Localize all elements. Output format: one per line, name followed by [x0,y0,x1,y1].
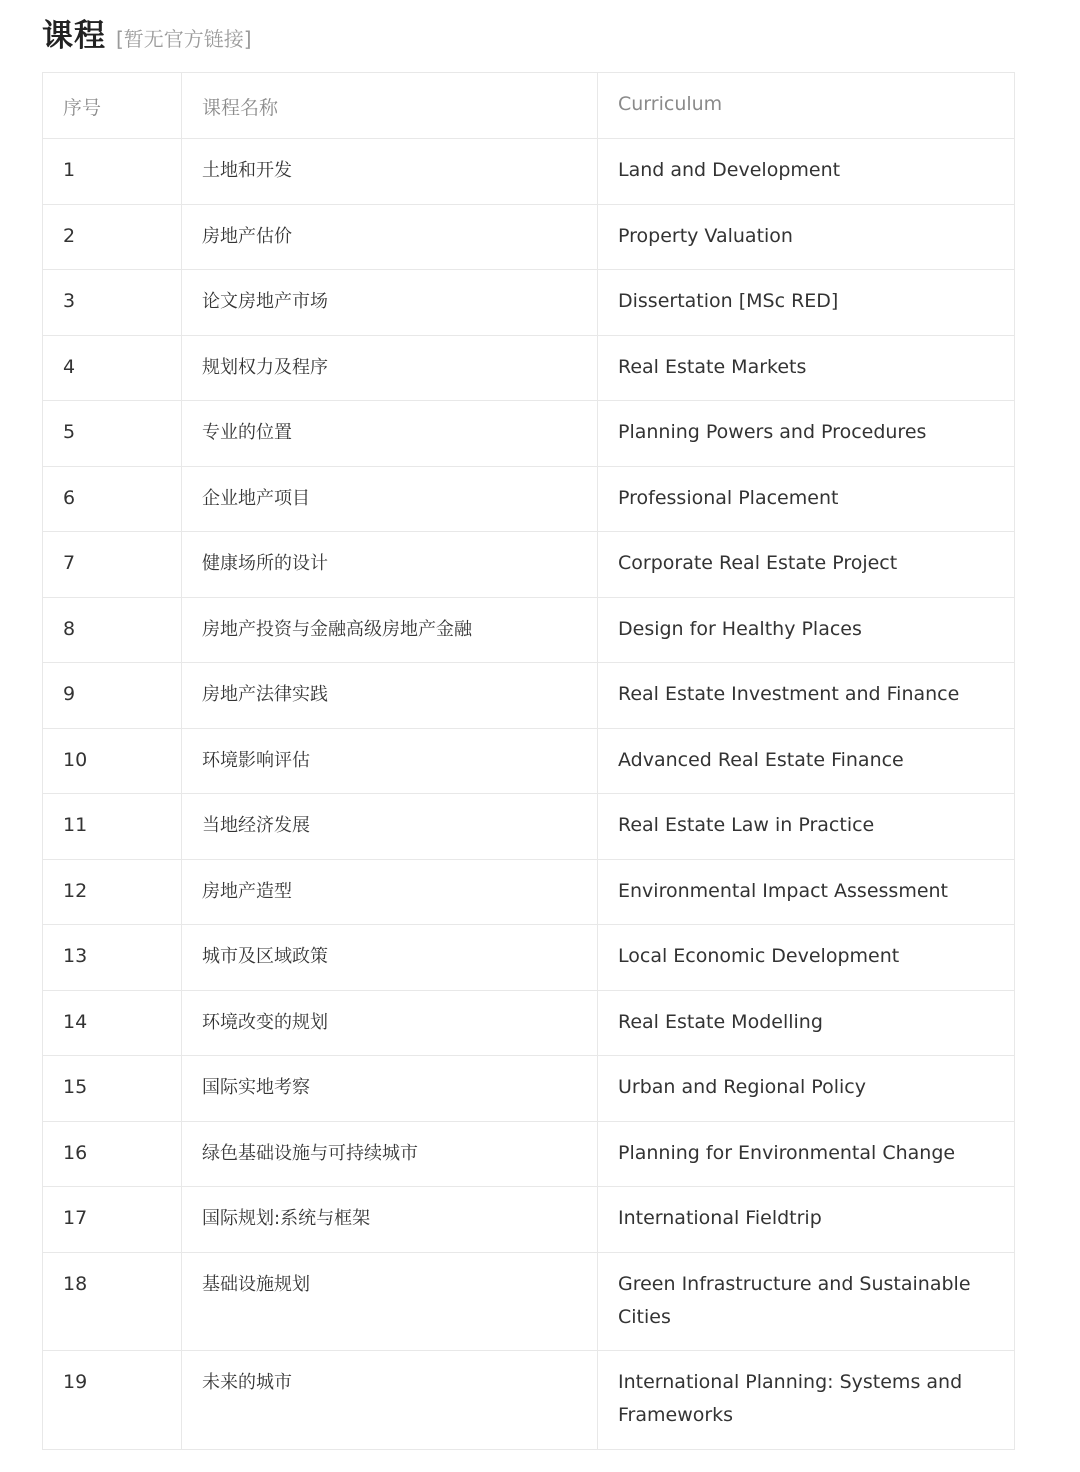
table-row [43,663,1015,729]
course-name-en: Local Economic Development [598,925,1015,991]
row-number: 13 [43,925,182,991]
course-name-cn: 土地和开发 [182,139,598,205]
row-number: 1 [43,139,182,205]
row-number: 11 [43,794,182,860]
row-number: 4 [43,335,182,401]
course-name-en: Design for Healthy Places [598,597,1015,663]
course-name-cn: 企业地产项目 [182,466,598,532]
page-title: 课程 [42,18,106,54]
course-name-en: Real Estate Law in Practice [598,794,1015,860]
table-row [43,335,1015,401]
course-name-cn: 环境改变的规划 [182,990,598,1056]
course-name-cn: 规划权力及程序 [182,335,598,401]
course-name-cn: 环境影响评估 [182,728,598,794]
table-row [43,597,1015,663]
course-name-en: Real Estate Modelling [598,990,1015,1056]
course-name-cn: 房地产估价 [182,204,598,270]
row-number: 3 [43,270,182,336]
table-row [43,859,1015,925]
table-row [43,139,1015,205]
table-row [43,401,1015,467]
column-header-number: 序号 [43,73,182,139]
table-row [43,532,1015,598]
row-number: 6 [43,466,182,532]
table-row [43,204,1015,270]
row-number: 12 [43,859,182,925]
row-number: 5 [43,401,182,467]
course-name-cn: 城市及区域政策 [182,925,598,991]
course-name-cn: 房地产法律实践 [182,663,598,729]
course-name-cn: 未来的城市 [182,1351,598,1450]
course-name-en: Property Valuation [598,204,1015,270]
course-name-en: Advanced Real Estate Finance [598,728,1015,794]
row-number: 14 [43,990,182,1056]
row-number: 7 [43,532,182,598]
course-name-cn: 绿色基础设施与可持续城市 [182,1121,598,1187]
course-name-en: International Planning: Systems and Frameworks [598,1351,1015,1450]
course-name-en: Real Estate Markets [598,335,1015,401]
column-header-curriculum: Curriculum [598,73,1015,139]
course-name-cn: 国际规划:系统与框架 [182,1187,598,1253]
course-name-en: Professional Placement [598,466,1015,532]
table-header-row [43,73,1015,139]
course-name-cn: 基础设施规划 [182,1252,598,1351]
link-note: [暂无官方链接] [116,27,252,51]
course-name-cn: 健康场所的设计 [182,532,598,598]
row-number: 18 [43,1252,182,1351]
row-number: 15 [43,1056,182,1122]
column-header-chinese-name: 课程名称 [182,73,598,139]
table-row [43,1252,1015,1351]
table-row [43,990,1015,1056]
page-header [42,10,252,56]
table-row [43,1121,1015,1187]
course-name-cn: 房地产造型 [182,859,598,925]
course-name-en: International Fieldtrip [598,1187,1015,1253]
row-number: 9 [43,663,182,729]
row-number: 19 [43,1351,182,1450]
course-name-cn: 国际实地考察 [182,1056,598,1122]
table-row [43,925,1015,991]
course-name-en: Corporate Real Estate Project [598,532,1015,598]
row-number: 16 [43,1121,182,1187]
row-number: 8 [43,597,182,663]
table-row [43,466,1015,532]
course-name-cn: 论文房地产市场 [182,270,598,336]
course-name-en: Real Estate Investment and Finance [598,663,1015,729]
course-name-en: Green Infrastructure and Sustainable Cities [598,1252,1015,1351]
course-name-cn: 房地产投资与金融高级房地产金融 [182,597,598,663]
course-name-en: Dissertation [MSc RED] [598,270,1015,336]
row-number: 17 [43,1187,182,1253]
table-row [43,1056,1015,1122]
course-name-en: Urban and Regional Policy [598,1056,1015,1122]
course-name-en: Planning Powers and Procedures [598,401,1015,467]
course-table [42,72,1015,1450]
table-row [43,1187,1015,1253]
table-row [43,794,1015,860]
course-name-cn: 专业的位置 [182,401,598,467]
course-name-cn: 当地经济发展 [182,794,598,860]
table-row [43,1351,1015,1450]
table-row [43,270,1015,336]
course-name-en: Environmental Impact Assessment [598,859,1015,925]
course-name-en: Land and Development [598,139,1015,205]
table-row [43,728,1015,794]
row-number: 2 [43,204,182,270]
course-name-en: Planning for Environmental Change [598,1121,1015,1187]
row-number: 10 [43,728,182,794]
